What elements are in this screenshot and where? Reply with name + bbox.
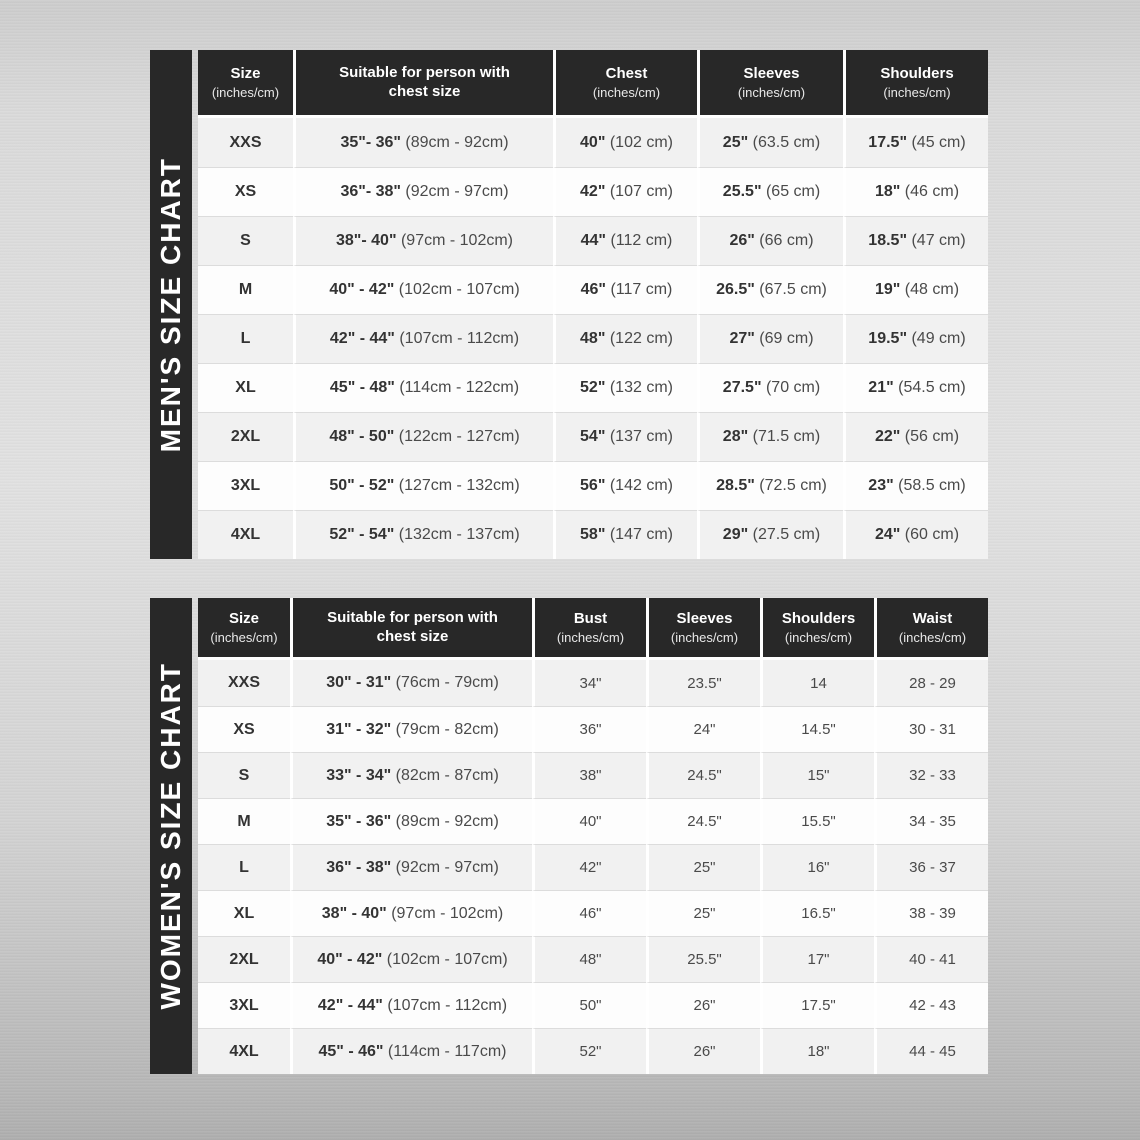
- size-cell: M: [198, 265, 293, 314]
- column-unit-label: (inches/cm): [784, 629, 853, 645]
- value-cell: 40" - 42" (102cm - 107cm): [290, 936, 532, 982]
- womens-size-table: [198, 598, 988, 1074]
- column-title: Suitable for person with chest size: [327, 608, 498, 645]
- table-row: [198, 1028, 988, 1074]
- column-title: Waist: [912, 610, 953, 628]
- value-cell: 19" (48 cm): [843, 265, 988, 314]
- value-cell: 18.5" (47 cm): [843, 216, 988, 265]
- column-header-bust: [532, 598, 646, 660]
- column-unit-label: (inches/cm): [592, 84, 661, 100]
- header-row: [198, 50, 988, 118]
- size-cell: S: [198, 216, 293, 265]
- column-title: Bust: [573, 610, 608, 628]
- size-cell: XS: [198, 706, 290, 752]
- value-cell: 25": [646, 844, 760, 890]
- size-cell: L: [198, 314, 293, 363]
- womens-size-chart-section: [150, 598, 988, 1074]
- value-cell: 27" (69 cm): [697, 314, 843, 363]
- value-cell: 33" - 34" (82cm - 87cm): [290, 752, 532, 798]
- table-row: [198, 265, 988, 314]
- value-cell: 50": [532, 982, 646, 1028]
- table-row: [198, 167, 988, 216]
- column-unit-label: (inches/cm): [670, 629, 739, 645]
- column-title: Sleeves: [676, 610, 733, 628]
- value-cell: 52" (132 cm): [553, 363, 697, 412]
- value-cell: 27.5" (70 cm): [697, 363, 843, 412]
- table-row: [198, 752, 988, 798]
- column-header-suitable-for-person-with-chest-size: [293, 50, 553, 118]
- value-cell: 48" (122 cm): [553, 314, 697, 363]
- table-row: [198, 363, 988, 412]
- size-cell: XL: [198, 363, 293, 412]
- column-unit-label: (inches/cm): [210, 629, 278, 645]
- value-cell: 36" - 38" (92cm - 97cm): [290, 844, 532, 890]
- value-cell: 30" - 31" (76cm - 79cm): [290, 660, 532, 706]
- value-cell: 24" (60 cm): [843, 510, 988, 559]
- column-header-sleeves: [646, 598, 760, 660]
- value-cell: 17.5": [760, 982, 874, 1028]
- column-title: Size: [230, 65, 261, 83]
- value-cell: 52": [532, 1028, 646, 1074]
- value-cell: 34": [532, 660, 646, 706]
- column-header-size: [198, 50, 293, 118]
- value-cell: 25.5": [646, 936, 760, 982]
- table-row: [198, 314, 988, 363]
- womens-chart-title: WOMEN'S SIZE CHART: [155, 662, 186, 1010]
- value-cell: 21" (54.5 cm): [843, 363, 988, 412]
- value-cell: 15.5": [760, 798, 874, 844]
- value-cell: 40 - 41: [874, 936, 988, 982]
- value-cell: 40" - 42" (102cm - 107cm): [293, 265, 553, 314]
- value-cell: 17.5" (45 cm): [843, 118, 988, 167]
- table-row: [198, 890, 988, 936]
- mens-size-chart-section: [150, 50, 988, 559]
- column-header-chest: [553, 50, 697, 118]
- size-cell: XXS: [198, 118, 293, 167]
- value-cell: 26.5" (67.5 cm): [697, 265, 843, 314]
- mens-table-header: [198, 50, 988, 118]
- size-cell: XXS: [198, 660, 290, 706]
- value-cell: 28" (71.5 cm): [697, 412, 843, 461]
- value-cell: 34 - 35: [874, 798, 988, 844]
- value-cell: 38"- 40" (97cm - 102cm): [293, 216, 553, 265]
- value-cell: 29" (27.5 cm): [697, 510, 843, 559]
- column-title: Chest: [605, 65, 648, 83]
- size-cell: XL: [198, 890, 290, 936]
- size-cell: 3XL: [198, 982, 290, 1028]
- column-unit-label: (inches/cm): [556, 629, 625, 645]
- mens-chart-title: MEN'S SIZE CHART: [155, 156, 186, 453]
- value-cell: 15": [760, 752, 874, 798]
- table-row: [198, 660, 988, 706]
- womens-table-header: [198, 598, 988, 660]
- size-cell: XS: [198, 167, 293, 216]
- value-cell: 38" - 40" (97cm - 102cm): [290, 890, 532, 936]
- value-cell: 26" (66 cm): [697, 216, 843, 265]
- column-unit-label: (inches/cm): [211, 84, 280, 100]
- column-title: Sleeves: [743, 65, 800, 83]
- value-cell: 44" (112 cm): [553, 216, 697, 265]
- value-cell: 48" - 50" (122cm - 127cm): [293, 412, 553, 461]
- value-cell: 32 - 33: [874, 752, 988, 798]
- value-cell: 36 - 37: [874, 844, 988, 890]
- column-header-shoulders: [843, 50, 988, 118]
- value-cell: 48": [532, 936, 646, 982]
- value-cell: 50" - 52" (127cm - 132cm): [293, 461, 553, 510]
- table-row: [198, 936, 988, 982]
- value-cell: 30 - 31: [874, 706, 988, 752]
- column-unit-label: (inches/cm): [898, 629, 967, 645]
- value-cell: 25.5" (65 cm): [697, 167, 843, 216]
- table-row: [198, 844, 988, 890]
- table-row: [198, 216, 988, 265]
- value-cell: 26": [646, 982, 760, 1028]
- value-cell: 26": [646, 1028, 760, 1074]
- column-header-waist: [874, 598, 988, 660]
- column-header-shoulders: [760, 598, 874, 660]
- womens-table-body: [198, 660, 988, 1074]
- column-title: Shoulders: [781, 610, 856, 628]
- table-row: [198, 798, 988, 844]
- value-cell: 46": [532, 890, 646, 936]
- size-cell: 2XL: [198, 936, 290, 982]
- value-cell: 36"- 38" (92cm - 97cm): [293, 167, 553, 216]
- value-cell: 58" (147 cm): [553, 510, 697, 559]
- value-cell: 25": [646, 890, 760, 936]
- table-row: [198, 461, 988, 510]
- value-cell: 35"- 36" (89cm - 92cm): [293, 118, 553, 167]
- value-cell: 44 - 45: [874, 1028, 988, 1074]
- value-cell: 16.5": [760, 890, 874, 936]
- value-cell: 16": [760, 844, 874, 890]
- size-cell: S: [198, 752, 290, 798]
- size-cell: 3XL: [198, 461, 293, 510]
- value-cell: 24.5": [646, 752, 760, 798]
- table-row: [198, 412, 988, 461]
- size-cell: 4XL: [198, 1028, 290, 1074]
- size-cell: M: [198, 798, 290, 844]
- column-header-suitable-for-person-with-chest-size: [290, 598, 532, 660]
- value-cell: 42 - 43: [874, 982, 988, 1028]
- value-cell: 42" - 44" (107cm - 112cm): [290, 982, 532, 1028]
- value-cell: 38 - 39: [874, 890, 988, 936]
- value-cell: 17": [760, 936, 874, 982]
- value-cell: 56" (142 cm): [553, 461, 697, 510]
- value-cell: 36": [532, 706, 646, 752]
- value-cell: 31" - 32" (79cm - 82cm): [290, 706, 532, 752]
- column-title: Shoulders: [880, 65, 954, 83]
- column-header-sleeves: [697, 50, 843, 118]
- value-cell: 42" (107 cm): [553, 167, 697, 216]
- value-cell: 14.5": [760, 706, 874, 752]
- value-cell: 28 - 29: [874, 660, 988, 706]
- value-cell: 23" (58.5 cm): [843, 461, 988, 510]
- size-cell: L: [198, 844, 290, 890]
- mens-chart-title-bar: [150, 50, 192, 559]
- value-cell: 18" (46 cm): [843, 167, 988, 216]
- column-title: Size: [228, 610, 259, 628]
- table-row: [198, 706, 988, 752]
- value-cell: 18": [760, 1028, 874, 1074]
- value-cell: 23.5": [646, 660, 760, 706]
- header-row: [198, 598, 988, 660]
- value-cell: 38": [532, 752, 646, 798]
- column-title: Suitable for person with chest size: [339, 63, 510, 100]
- womens-chart-title-bar: [150, 598, 192, 1074]
- value-cell: 19.5" (49 cm): [843, 314, 988, 363]
- table-row: [198, 510, 988, 559]
- value-cell: 28.5" (72.5 cm): [697, 461, 843, 510]
- value-cell: 42" - 44" (107cm - 112cm): [293, 314, 553, 363]
- value-cell: 40": [532, 798, 646, 844]
- value-cell: 42": [532, 844, 646, 890]
- value-cell: 52" - 54" (132cm - 137cm): [293, 510, 553, 559]
- value-cell: 40" (102 cm): [553, 118, 697, 167]
- value-cell: 22" (56 cm): [843, 412, 988, 461]
- size-cell: 2XL: [198, 412, 293, 461]
- value-cell: 46" (117 cm): [553, 265, 697, 314]
- size-cell: 4XL: [198, 510, 293, 559]
- mens-size-table: [198, 50, 988, 559]
- mens-table-body: [198, 118, 988, 559]
- value-cell: 54" (137 cm): [553, 412, 697, 461]
- value-cell: 35" - 36" (89cm - 92cm): [290, 798, 532, 844]
- table-row: [198, 982, 988, 1028]
- column-unit-label: (inches/cm): [737, 84, 806, 100]
- value-cell: 24": [646, 706, 760, 752]
- table-row: [198, 118, 988, 167]
- column-header-size: [198, 598, 290, 660]
- value-cell: 14: [760, 660, 874, 706]
- value-cell: 25" (63.5 cm): [697, 118, 843, 167]
- value-cell: 24.5": [646, 798, 760, 844]
- value-cell: 45" - 48" (114cm - 122cm): [293, 363, 553, 412]
- value-cell: 45" - 46" (114cm - 117cm): [290, 1028, 532, 1074]
- column-unit-label: (inches/cm): [883, 84, 951, 100]
